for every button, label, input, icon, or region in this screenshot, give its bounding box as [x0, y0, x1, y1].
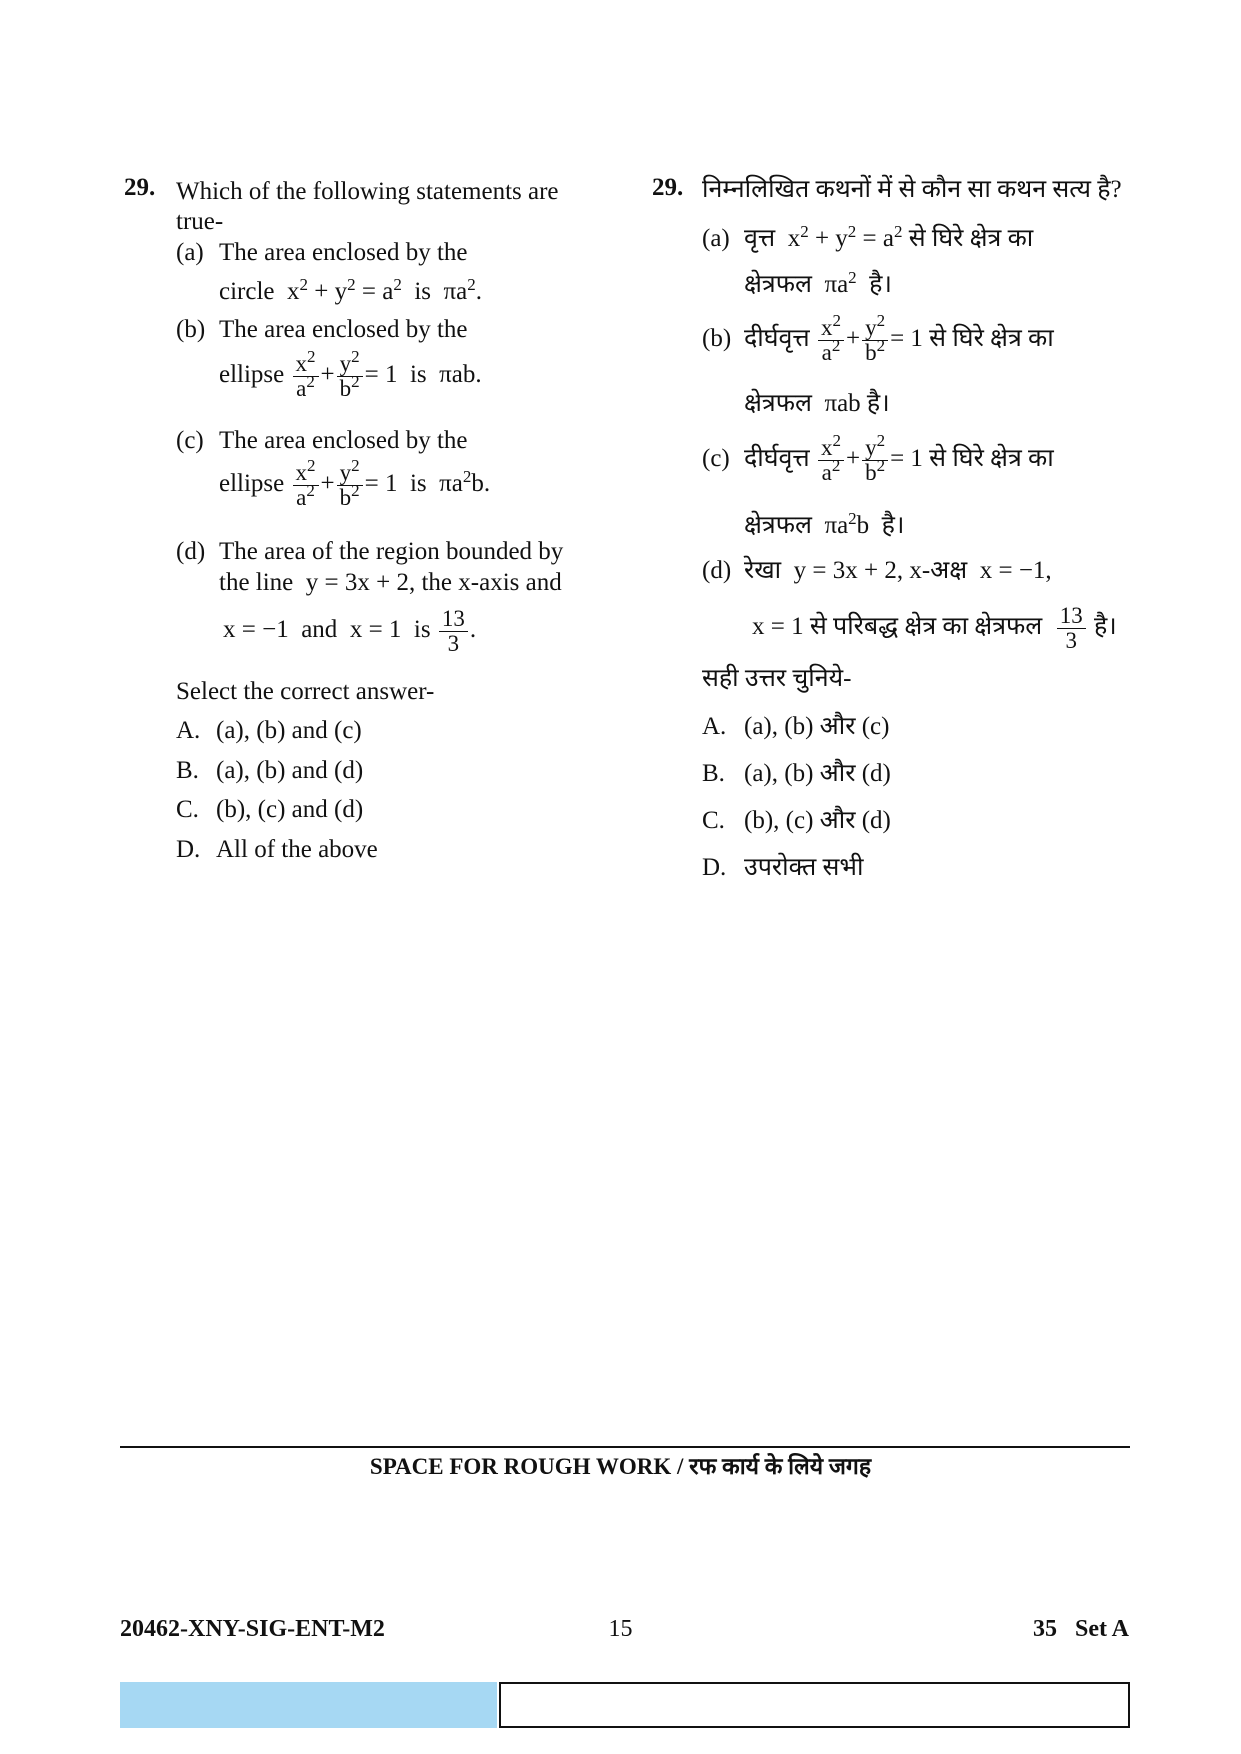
statement-c-text-en: The area enclosed by the	[219, 427, 468, 454]
statement-d-label-en: (d)	[176, 538, 206, 565]
statement-a-hi-cont: क्षेत्रफल $\pi a^2$ है।	[744, 268, 892, 298]
select-answer-hi: सही उत्तर चुनिये-	[702, 665, 852, 692]
color-band	[120, 1682, 497, 1728]
question-stem-en-cont: true-	[176, 208, 224, 235]
option-d-en[interactable]: D. All of the above	[176, 836, 378, 863]
statement-d-line-en: the line y = 3x + 2, the x-axis and	[219, 569, 562, 596]
statement-a-hi: (a) वृत्त $x^2 + y^2 = a^2$ से घिरे क्षेत्र का	[702, 222, 1034, 252]
statement-c-label-en: (c)	[176, 427, 204, 454]
question-stem-hi: निम्नलिखित कथनों में से कौन सा कथन सत्य है?	[702, 176, 1122, 203]
statement-b-label-en: (b)	[176, 316, 206, 343]
statement-b-equation-en: ellipse $\frac{x^2}{a^2}$ + $\frac{y^2}{b^2}$ = 1 is πab.	[219, 347, 482, 401]
option-b-en[interactable]: B. (a), (b) and (d)	[176, 757, 364, 784]
statement-d-hi-cont: x = 1 से परिबद्ध क्षेत्र का क्षेत्रफल $\frac{13}{3}$ है।	[752, 603, 1117, 653]
statement-d-hi: (d) रेखा y = 3x + 2, x-अक्ष x = −1,	[702, 557, 1052, 584]
rough-work-divider	[120, 1446, 1130, 1448]
statement-d-result-en: x = −1 and x = 1 is $\frac{13}{3}$ .	[223, 606, 477, 656]
answer-box	[499, 1682, 1130, 1728]
statement-b-hi-cont: क्षेत्रफल πab है।	[744, 390, 890, 417]
statement-c-hi: (c) दीर्घवृत्त $\frac{x^2}{a^2}$ + $\frac{y^2}{b^2}$ = 1 से घिरे क्षेत्र का	[702, 431, 1054, 485]
question-stem-en: Which of the following statements are	[176, 178, 559, 205]
rough-work-label: SPACE FOR ROUGH WORK / रफ कार्य के लिये जगह	[369, 1454, 872, 1479]
statement-a-label-en: (a)	[176, 239, 204, 266]
option-c-hi[interactable]: C. (b), (c) और (d)	[702, 807, 891, 834]
statement-d-text-en: The area of the region bounded by	[219, 538, 564, 565]
statement-a-equation-en: circle $x^2 + y^2 = a^2$ is $\pi a^2$.	[219, 275, 482, 305]
option-a-en[interactable]: A. (a), (b) and (c)	[176, 717, 362, 744]
option-d-hi[interactable]: D. उपरोक्त सभी	[702, 854, 864, 881]
option-b-hi[interactable]: B. (a), (b) और (d)	[702, 760, 891, 787]
statement-c-equation-en: ellipse $\frac{x^2}{a^2}$ + $\frac{y^2}{b^2}$ = 1 is $\pi a^2b$.	[219, 456, 491, 510]
option-a-hi[interactable]: A. (a), (b) और (c)	[702, 713, 890, 740]
select-answer-en: Select the correct answer-	[176, 678, 435, 705]
statement-a-text-en: The area enclosed by the	[219, 239, 468, 266]
statement-c-hi-cont: क्षेत्रफल $\pi a^2b$ है।	[744, 509, 905, 539]
page-number: 15	[608, 1616, 633, 1642]
paper-code: 20462-XNY-SIG-ENT-M2	[120, 1616, 385, 1642]
question-number-en: 29.	[124, 174, 156, 201]
option-c-en[interactable]: C. (b), (c) and (d)	[176, 796, 364, 823]
statement-b-text-en: The area enclosed by the	[219, 316, 468, 343]
set-label: 35 Set A	[1033, 1616, 1129, 1642]
statement-b-hi: (b) दीर्घवृत्त $\frac{x^2}{a^2}$ + $\frac{y^2}{b^2}$ = 1 से घिरे क्षेत्र का	[702, 311, 1054, 365]
question-number-hi: 29.	[652, 174, 684, 201]
